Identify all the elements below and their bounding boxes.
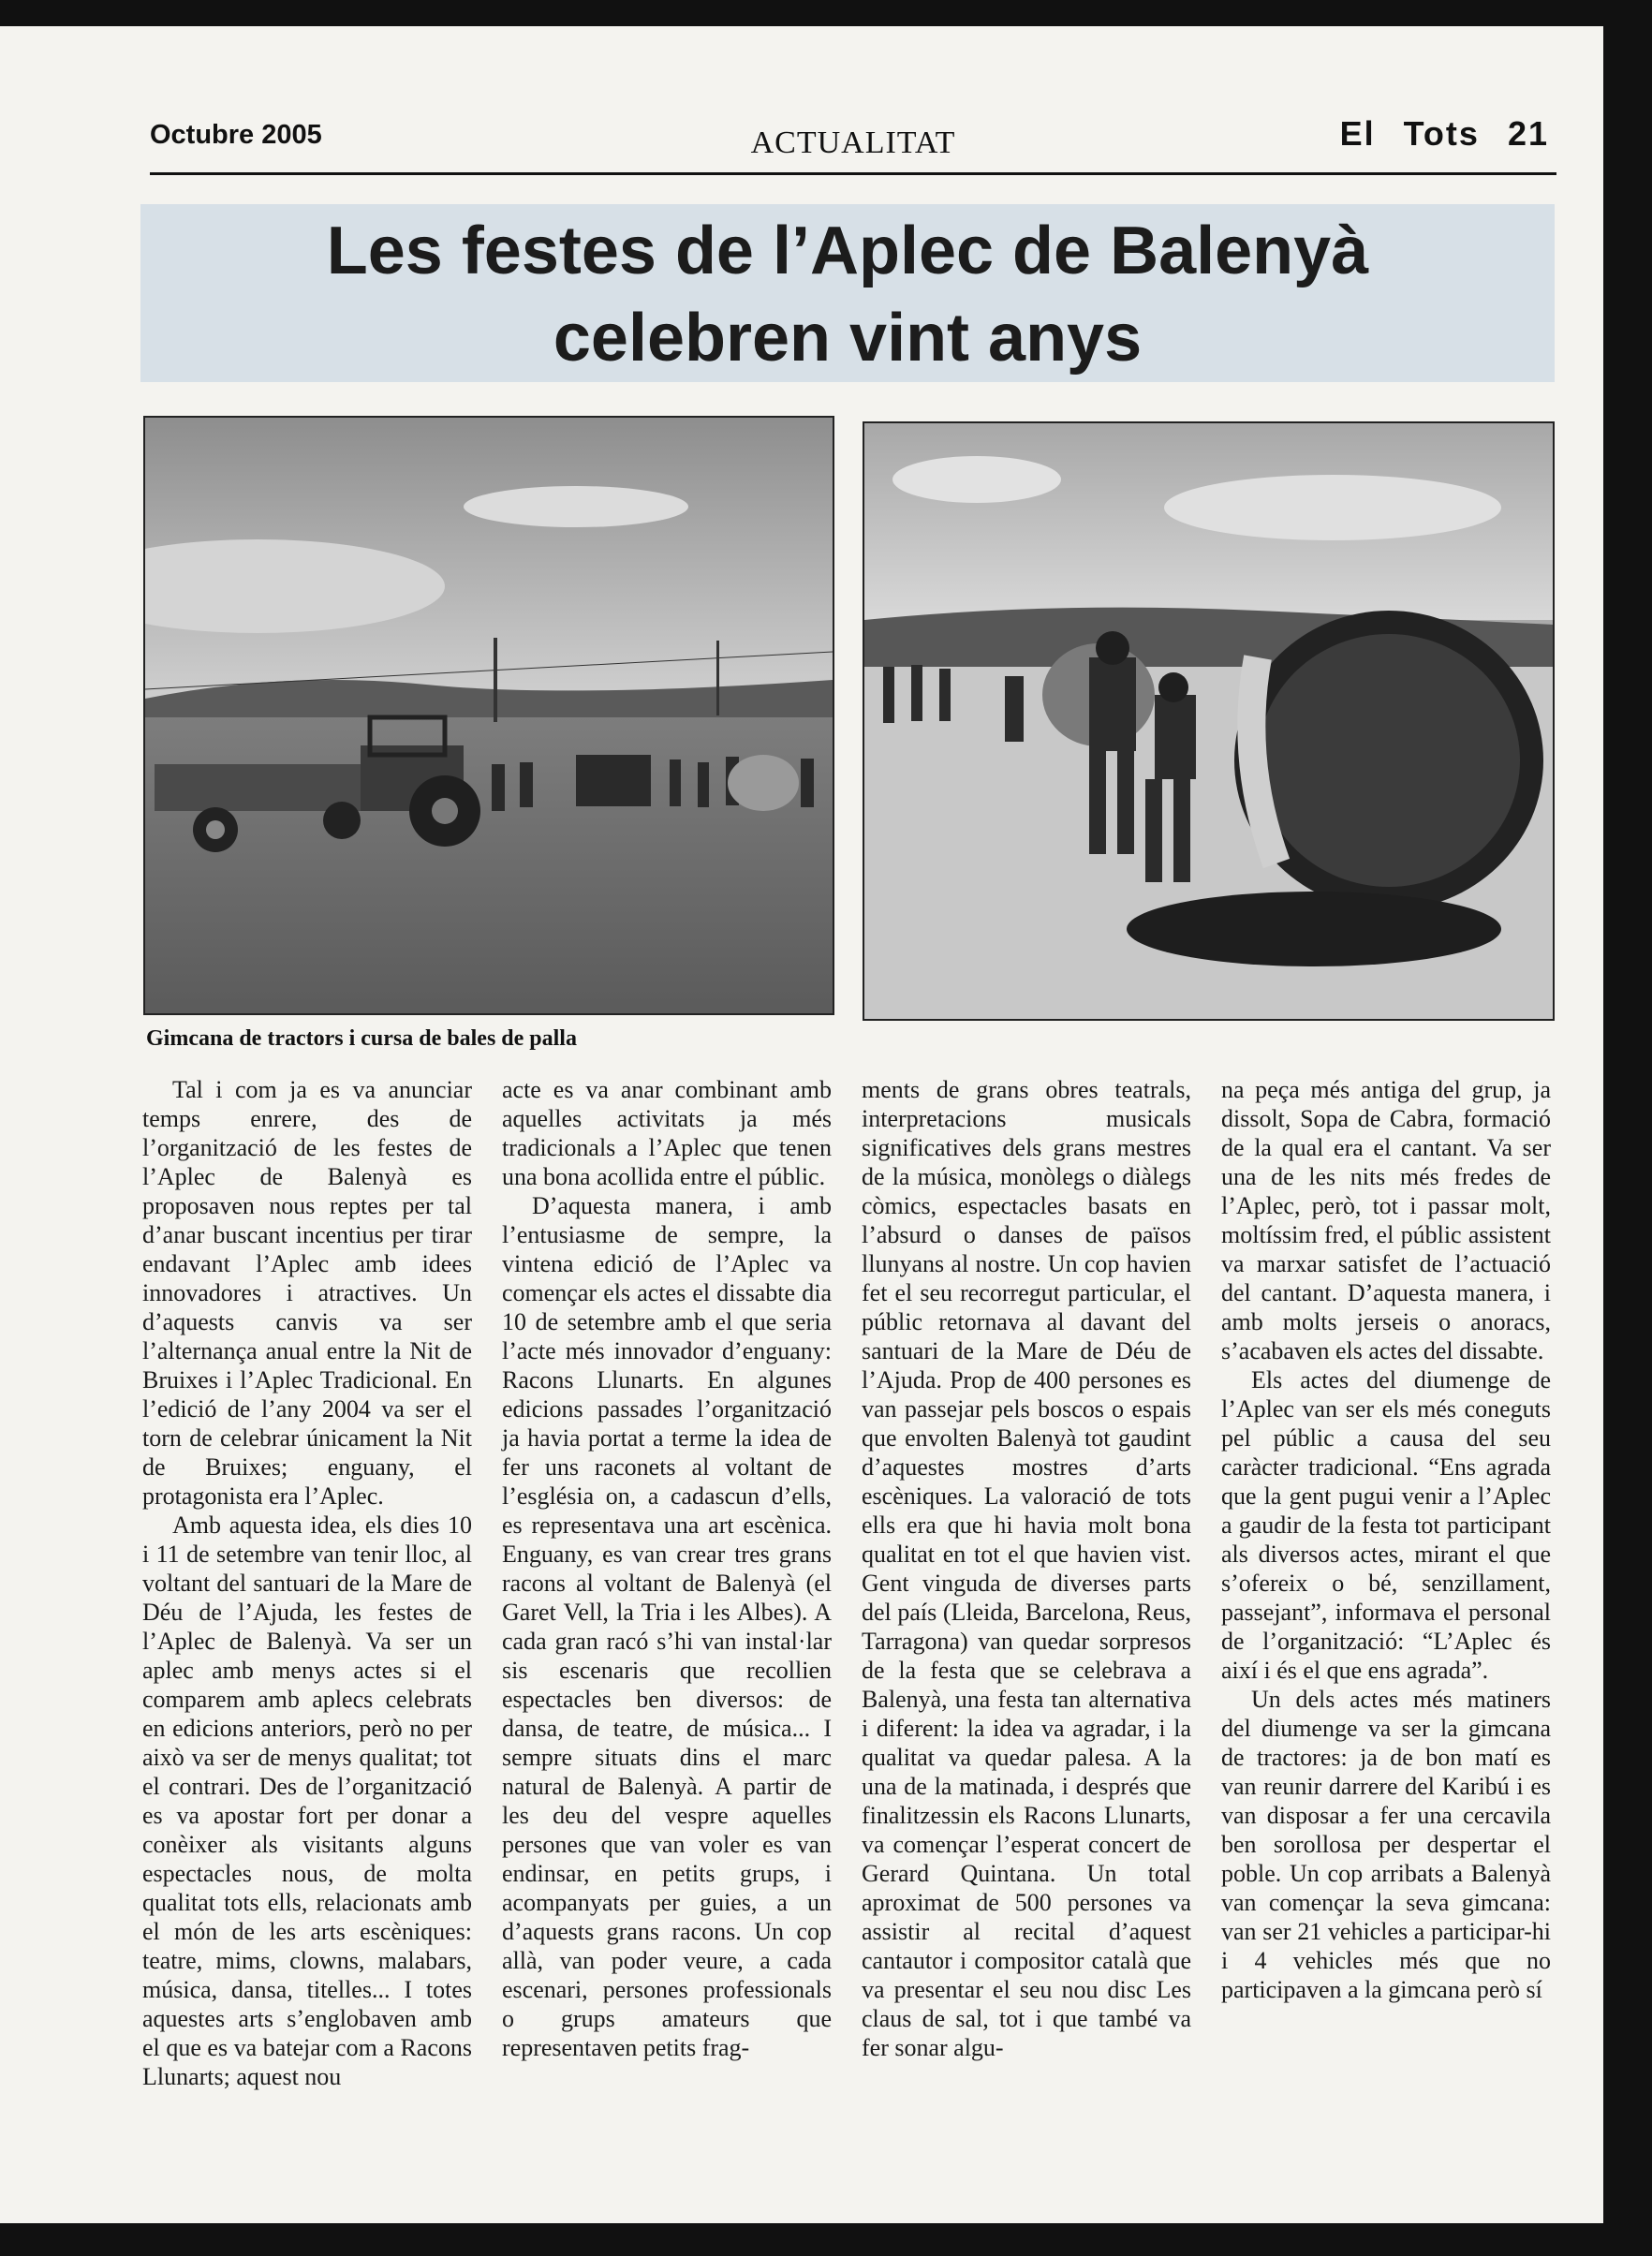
article-column-2 <box>502 1075 832 2199</box>
paragraph: Els actes del diumenge de l’Aplec van ser els més coneguts pel públic a causa del seu caràcter tradicional. “Ens agrada que la gent pugui venir a l’Aplec a gaudir de la festa tot participant als diversos actes, mirant el que s’ofereix o bé, senzillament, passejant”, informava el personal de l’organització: “L’Aplec és així i és el que ens agrada”. <box>1221 1366 1551 1684</box>
photo-hay-bales-image <box>864 423 1553 1019</box>
photo-tractors <box>143 416 834 1015</box>
paragraph: Amb aquesta idea, els dies 10 i 11 de setembre van tenir lloc, al voltant del santuari de la Mare de Déu de l’Ajuda, les festes de l’Aplec de Balenyà. Va ser un aplec amb menys actes si el comparem amb aplecs celebrats en edicions anteriors, però no per això va ser de menys qualitat; tot el contrari. Des de l’organització es va apostar fort per donar a conèixer als visitants alguns espectacles nous, de molta qualitat tots ells, relacionats amb el món de les arts escèniques: teatre, mims, clowns, malabars, música, dansa, titelles... I totes aquestes arts s’englobaven amb el que es va batejar com a Racons Llunarts; aquest nou <box>142 1511 472 2090</box>
headline <box>140 208 1555 382</box>
article-column-1 <box>142 1075 472 2199</box>
header-rule <box>150 172 1556 175</box>
issue-date: Octubre 2005 <box>150 120 322 150</box>
paragraph: D’aquesta manera, i amb l’entusiasme de sempre, la vintena edició de l’Aplec va començar els actes el dissabte dia 10 de setembre amb el que seria l’acte més innovador d’enguany: Racons Llunarts. En algunes edicions passades l’organització ja havia portat a terme la idea de fer uns raconets al voltant de l’església on, a cadascun d’ells, es representava una art escènica. Enguany, es van crear tres grans racons al voltant de Balenyà (el Garet Vell, la Tria i les Albes). A cada gran racó s’hi van instal·lar sis escenaris que recollien espectacles ben diversos: de dansa, de teatre, de música... I sempre situats dins el marc natural de Balenyà. A partir de les deu del vespre aquelles persones que van voler es van endinsar, en petits grups, i acompanyats per guies, a un d’aquests grans racons. Un cop allà, van poder veure, a cada escenari, persones professionals o grups amateurs que representaven petits frag- <box>502 1192 832 2061</box>
headline-box <box>140 204 1555 382</box>
article-column-3 <box>862 1075 1191 2199</box>
headline-line-1: Les festes de l’Aplec de Balenyà <box>326 214 1369 288</box>
paragraph: ments de grans obres teatrals, interpretacions musicals significatives dels grans mestres de la música, monòlegs o diàlegs còmics, espectacles basats en l’absurd o danses de països llunyans al nostre. Un cop havien fet el seu recorregut particular, el públic retornava al davant del santuari de la Mare de Déu de l’Ajuda. Prop de 400 persones es van passejar pels boscos o espais que envolten Balenyà tot gaudint d’aquestes mostres d’arts escèniques. La valoració de tots ells era que hi havia molt bona qualitat en tot el que havien vist. Gent vinguda de diverses parts del país (Lleida, Barcelona, Reus, Tarragona) van quedar sorpresos de la festa que se celebrava a Balenyà, una festa tan alternativa i diferent: la idea va agradar, i la qualitat va quedar palesa. A la una de la matinada, i després que finalitzessin els Racons Llunarts, va començar l’esperat concert de Gerard Quintana. Un total aproximat de 500 persones va assistir al recital d’aquest cantautor i compositor català que va presentar el seu nou disc Les claus de sal, tot i que també va fer sonar algu- <box>862 1076 1191 2061</box>
article-column-4 <box>1221 1075 1551 2199</box>
photo-tractors-image <box>145 418 833 1013</box>
page-header <box>150 92 1556 160</box>
section-name: ACTUALITAT <box>750 125 956 160</box>
publication-name: El Tots <box>1339 114 1480 153</box>
headline-line-2: celebren vint anys <box>553 301 1143 376</box>
paragraph: na peça més antiga del grup, ja dissolt, Sopa de Cabra, formació de la qual era el cantant. Va ser una de les nits més fredes de l’Aplec, però, tot i passar molt, moltíssim fred, el públic assistent va marxar satisfet de l’actuació del cantant. D’aquesta manera, i amb molts jerseis o anoracs, s’acabaven els actes del dissabte. <box>1221 1076 1551 1364</box>
newspaper-page <box>0 26 1603 2223</box>
paragraph: Tal i com ja es va anunciar temps enrere, des de l’organització de les festes de l’Aplec de Balenyà es proposaven nous reptes per tal d’anar buscant incentius per tirar endavant l’Aplec amb idees innovadores i atractives. Un d’aquests canvis va ser l’alternança anual entre la Nit de Bruixes i l’Aplec Tradicional. En l’edició de l’any 2004 va ser el torn de celebrar únicament la Nit de Bruixes; enguany, el protagonista era l’Aplec. <box>142 1076 472 1510</box>
paragraph: acte es va anar combinant amb aquelles activitats ja més tradicionals a l’Aplec que tenen una bona acollida entre el públic. <box>502 1076 832 1190</box>
publication-and-page <box>1340 114 1549 154</box>
photo-hay-bales <box>863 421 1555 1021</box>
paragraph: Un dels actes més matiners del diumenge va ser la gimcana de tractores: ja de bon matí es van reunir darrere del Karibú i es van disposar a fer una cercavila ben sorollosa per despertar el poble. Un cop arribats a Balenyà van començar la seva gimcana: van ser 21 vehicles a participar-hi i 4 vehicles més que no participaven a la gimcana però sí <box>1221 1686 1551 2003</box>
photo-caption: Gimcana de tractors i cursa de bales de palla <box>146 1026 577 1051</box>
page-number: 21 <box>1507 114 1549 153</box>
